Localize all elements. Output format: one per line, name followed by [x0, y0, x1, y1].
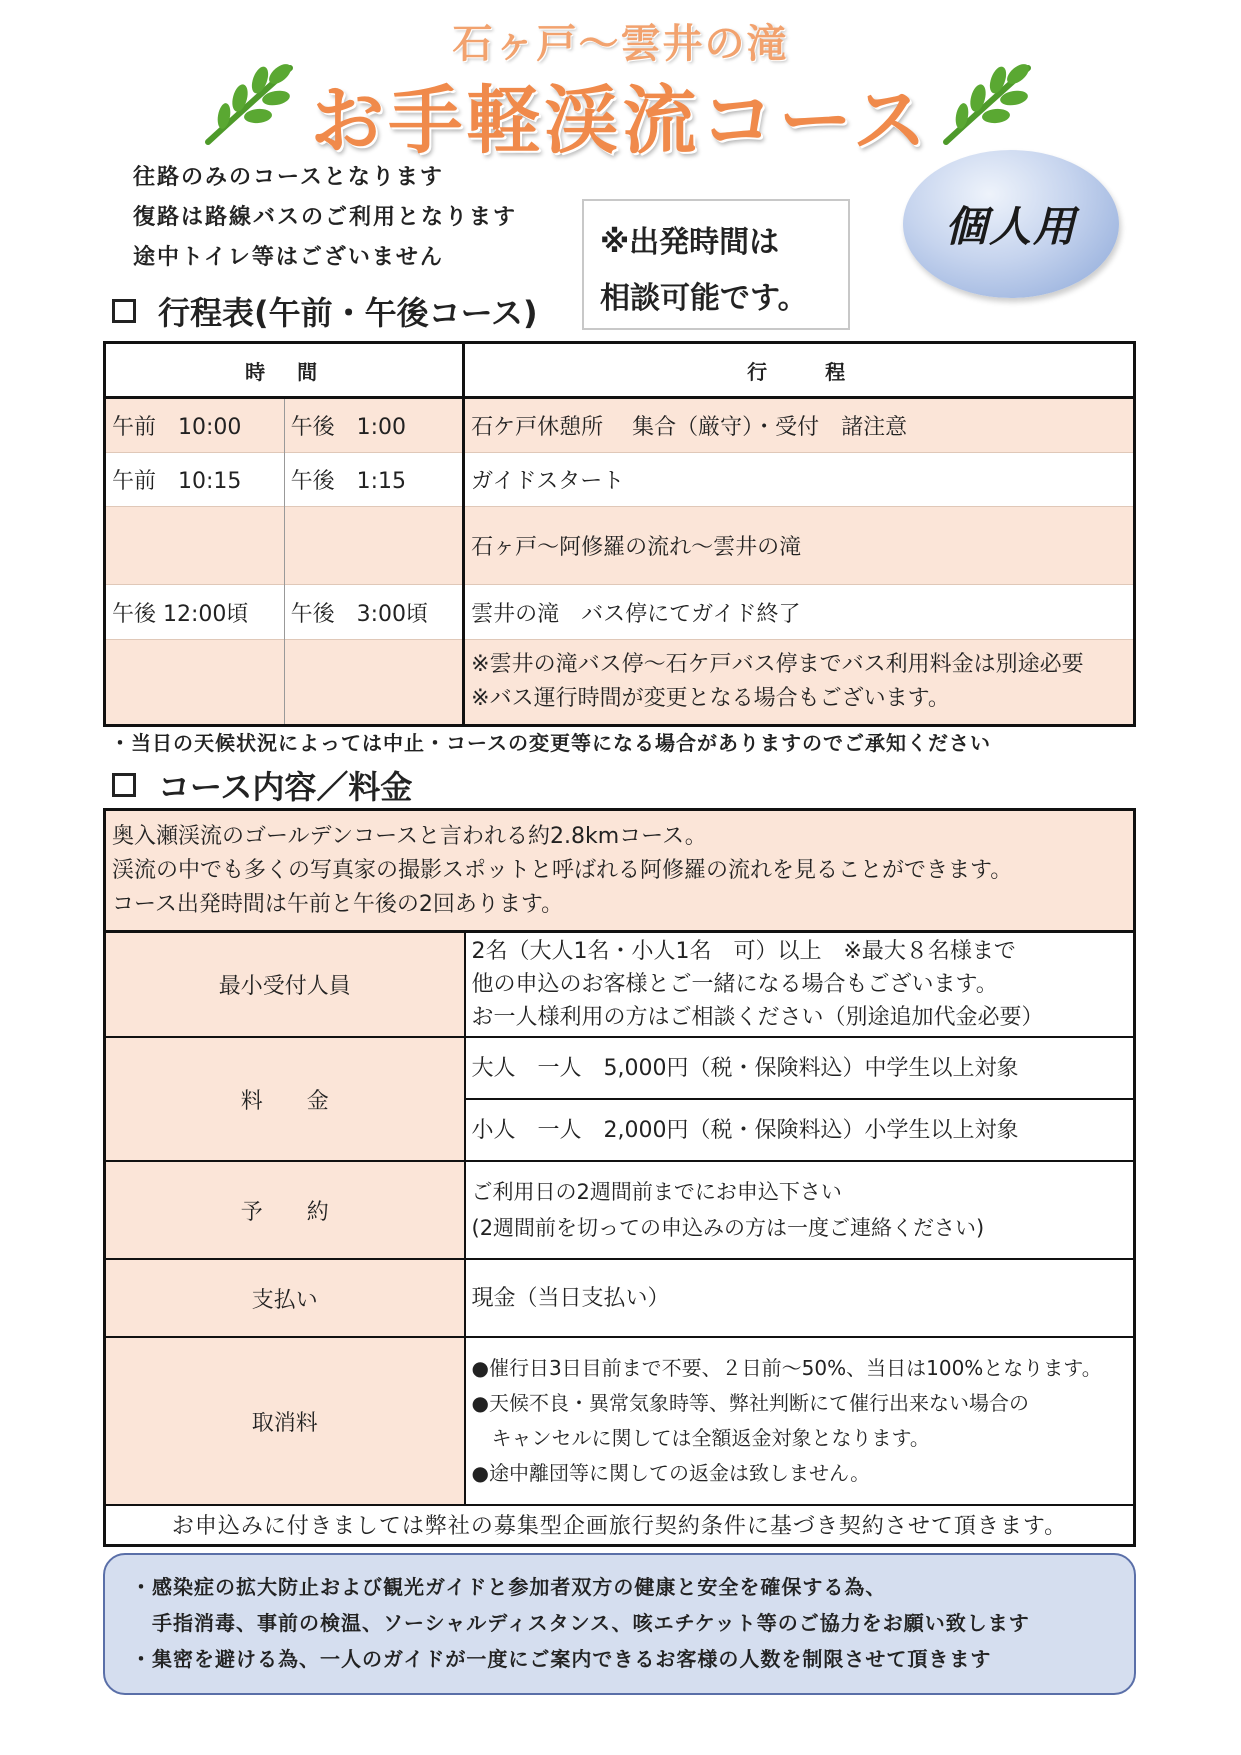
schedule-heading-text: 行程表(午前・午後コース): [158, 294, 538, 332]
checkbox-icon: [112, 773, 136, 797]
checkbox-icon: [112, 299, 136, 323]
adult-fee: 大人 一人 5,000円（税・保険料込）中学生以上対象: [465, 1037, 1135, 1099]
note-line: 復路は路線バスのご利用となります: [133, 205, 518, 230]
course-intro: [105, 810, 1135, 932]
course-table: [103, 808, 1136, 1547]
table-row: [105, 507, 1135, 585]
value-line: 他の申込のお客様とご一緒になる場合もございます。: [471, 972, 998, 997]
course-notes: [133, 158, 517, 278]
table-row: [105, 1037, 1135, 1099]
value-line: キャンセルに関しては全額返金対象となります。: [471, 1426, 930, 1450]
value-line: ●途中離団等に関しての返金は致しません。: [471, 1461, 871, 1485]
table-row: [105, 932, 1135, 1038]
itinerary-desc: [464, 640, 1135, 726]
intro-line: 渓流の中でも多くの写真家の撮影スポットと呼ばれる阿修羅の流れを見ることができます。: [112, 857, 1013, 883]
value-line: お一人様利用の方はご相談ください（別途追加代金必要）: [471, 1005, 1044, 1030]
am-time: 午前 10:00: [105, 398, 285, 453]
am-time: [105, 640, 285, 726]
course-heading-text: コース内容／料金: [158, 768, 413, 806]
badge-label: 個人用: [944, 202, 1077, 251]
contract-note: お申込みに付きましては弊社の募集型企画旅行契約条件に基づき契約させて頂きます。: [105, 1505, 1135, 1545]
footer-row: [105, 1505, 1135, 1545]
fee-label: 料 金: [105, 1037, 465, 1161]
notice-line: ・感染症の拡大防止および観光ガイドと参加者双方の健康と安全を確保する為、: [131, 1575, 887, 1599]
consult-line: ※出発時間は: [600, 225, 780, 260]
table-row: [105, 1259, 1135, 1337]
reservation-value: [465, 1161, 1135, 1259]
subtitle: 石ヶ戸〜雲井の滝: [452, 21, 789, 67]
cancel-label: 取消料: [105, 1337, 465, 1505]
infection-notice: [103, 1553, 1136, 1695]
itinerary-desc: 石ケ戸休憩所 集合（厳守）・受付 諸注意: [464, 398, 1135, 453]
pm-time: [284, 507, 464, 585]
itinerary-column-header: 行 程: [464, 343, 1135, 398]
table-row: [105, 640, 1135, 726]
pm-time: 午後 1:15: [284, 453, 464, 507]
notice-line: ・集密を避ける為、一人のガイドが一度にご案内できるお客様の人数を制限させて頂きます: [131, 1647, 992, 1671]
page-title: お手軽渓流コース: [310, 78, 931, 164]
course-heading: [112, 762, 412, 808]
schedule-heading: [112, 288, 538, 334]
min-people-value: [465, 932, 1135, 1038]
intro-line: コース出発時間は午前と午後の2回あります。: [112, 891, 564, 917]
table-row: [105, 1337, 1135, 1505]
reservation-label: 予 約: [105, 1161, 465, 1259]
child-fee: 小人 一人 2,000円（税・保険料込）小学生以上対象: [465, 1099, 1135, 1161]
leaf-icon: [938, 58, 1038, 148]
notice-line: 手指消毒、事前の検温、ソーシャルディスタンス、咳エチケット等のご協力をお願い致します: [131, 1611, 1030, 1635]
value-line: (2週間前を切っての申込みの方は一度ご連絡ください): [471, 1216, 985, 1240]
bus-fee-note: ※雲井の滝バス停～石ケ戸バス停までバス利用料金は別途必要: [471, 652, 1084, 677]
time-column-header: 時 間: [105, 343, 464, 398]
value-line: 2名（大人1名・小人1名 可）以上 ※最大８名様まで: [471, 939, 1016, 964]
itinerary-desc: ガイドスタート: [464, 453, 1135, 507]
weather-note: ・当日の天候状況によっては中止・コースの変更等になる場合がありますのでご承知ください: [110, 731, 991, 755]
value-line: ●天候不良・異常気象時等、弊社判断にて催行出来ない場合の: [471, 1391, 1029, 1415]
value-line: ご利用日の2週間前までにお申込下さい: [471, 1180, 842, 1204]
pm-time: 午後 1:00: [284, 398, 464, 453]
leaf-icon: [200, 58, 300, 148]
personal-use-badge: [903, 150, 1119, 298]
itinerary-desc: 雲井の滝 バス停にてガイド終了: [464, 585, 1135, 640]
am-time: [105, 507, 285, 585]
payment-label: 支払い: [105, 1259, 465, 1337]
intro-line: 奥入瀬渓流のゴールデンコースと言われる約2.8kmコース。: [112, 823, 707, 849]
consult-line: 相談可能です。: [600, 281, 808, 316]
table-row: [105, 585, 1135, 640]
table-row: [105, 453, 1135, 507]
am-time: 午前 10:15: [105, 453, 285, 507]
min-people-label: 最小受付人員: [105, 932, 465, 1038]
schedule-table: [103, 341, 1136, 727]
payment-value: 現金（当日支払い）: [465, 1259, 1135, 1337]
note-line: 往路のみのコースとなります: [133, 165, 444, 190]
pm-time: 午後 3:00頃: [284, 585, 464, 640]
itinerary-desc: 石ヶ戸～阿修羅の流れ～雲井の滝: [464, 507, 1135, 585]
note-line: 途中トイレ等はございません: [133, 245, 444, 270]
pm-time: [284, 640, 464, 726]
am-time: 午後 12:00頃: [105, 585, 285, 640]
departure-consult-box: [582, 199, 850, 330]
table-row: [105, 1161, 1135, 1259]
value-line: ●催行日3日目前まで不要、２日前～50%、当日は100%となります。: [471, 1356, 1102, 1380]
table-row: [105, 398, 1135, 453]
intro-row: [105, 810, 1135, 932]
bus-time-note: ※バス運行時間が変更となる場合もございます。: [471, 686, 950, 711]
cancel-value: [465, 1337, 1135, 1505]
